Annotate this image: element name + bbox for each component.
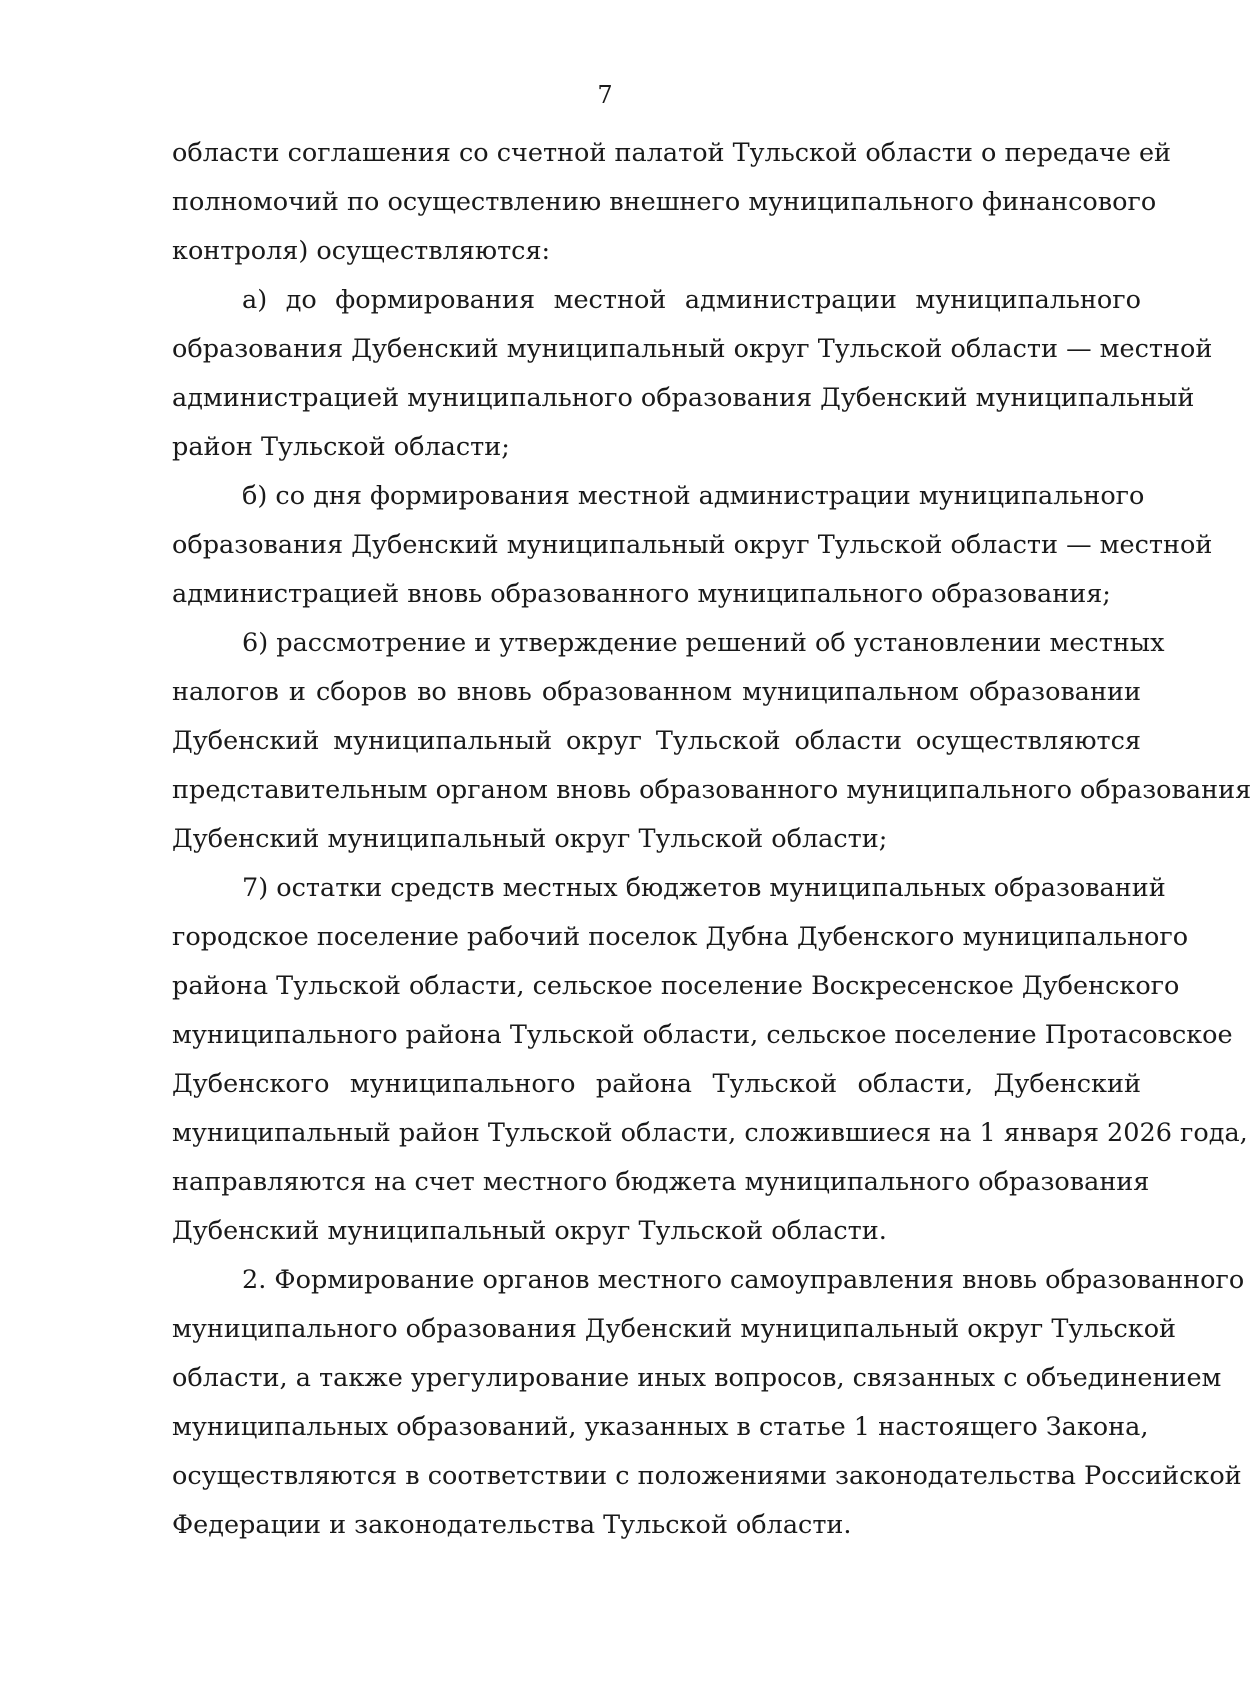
text-line: городское поселение рабочий поселок Дубна Дубенского муниципального: [172, 922, 1189, 952]
text-line: администрацией вновь образованного муниципального образования;: [172, 579, 1111, 609]
text-line: области соглашения со счетной палатой Тульской области о передаче ей: [172, 138, 1172, 168]
document-body: [172, 129, 1251, 1550]
text-line: муниципальный район Тульской области, сложившиеся на 1 января 2026 года,: [172, 1118, 1248, 1148]
text-line: 6) рассмотрение и утверждение решений об установлении местных: [242, 628, 1165, 658]
text-line: образования Дубенский муниципальный округ Тульской области — местной: [172, 530, 1213, 560]
text-line: Дубенский муниципальный округ Тульской области;: [172, 824, 888, 854]
text-line: Дубенский муниципальный округ Тульской области.: [172, 1216, 887, 1246]
text-line: образования Дубенский муниципальный округ Тульской области — местной: [172, 334, 1213, 364]
text-line: а) до формирования местной администрации муниципального: [242, 285, 1141, 315]
text-line: б) со дня формирования местной администрации муниципального: [242, 481, 1145, 511]
text-line: муниципального образования Дубенский муниципальный округ Тульской: [172, 1314, 1177, 1344]
text-line: 2. Формирование органов местного самоуправления вновь образованного: [242, 1265, 1245, 1295]
text-line: области, а также урегулирование иных вопросов, связанных с объединением: [172, 1363, 1222, 1393]
text-line: полномочий по осуществлению внешнего муниципального финансового: [172, 187, 1157, 217]
text-line: Федерации и законодательства Тульской области.: [172, 1510, 852, 1540]
text-line: Дубенского муниципального района Тульской области, Дубенский: [172, 1069, 1141, 1099]
page-number: 7: [597, 81, 613, 109]
text-line: муниципального района Тульской области, сельское поселение Протасовское: [172, 1020, 1233, 1050]
text-line: район Тульской области;: [172, 432, 510, 462]
text-line: налогов и сборов во вновь образованном муниципальном образовании: [172, 677, 1141, 707]
text-line: направляются на счет местного бюджета муниципального образования: [172, 1167, 1150, 1197]
text-line: администрацией муниципального образования Дубенский муниципальный: [172, 383, 1195, 413]
text-line: района Тульской области, сельское поселение Воскресенское Дубенского: [172, 971, 1180, 1001]
text-line: Дубенский муниципальный округ Тульской области осуществляются: [172, 726, 1141, 756]
text-line: представительным органом вновь образованного муниципального образования: [172, 775, 1251, 805]
text-line: 7) остатки средств местных бюджетов муниципальных образований: [242, 873, 1166, 903]
text-line: муниципальных образований, указанных в статье 1 настоящего Закона,: [172, 1412, 1149, 1442]
text-line: осуществляются в соответствии с положениями законодательства Российской: [172, 1461, 1242, 1491]
text-line: контроля) осуществляются:: [172, 236, 551, 266]
